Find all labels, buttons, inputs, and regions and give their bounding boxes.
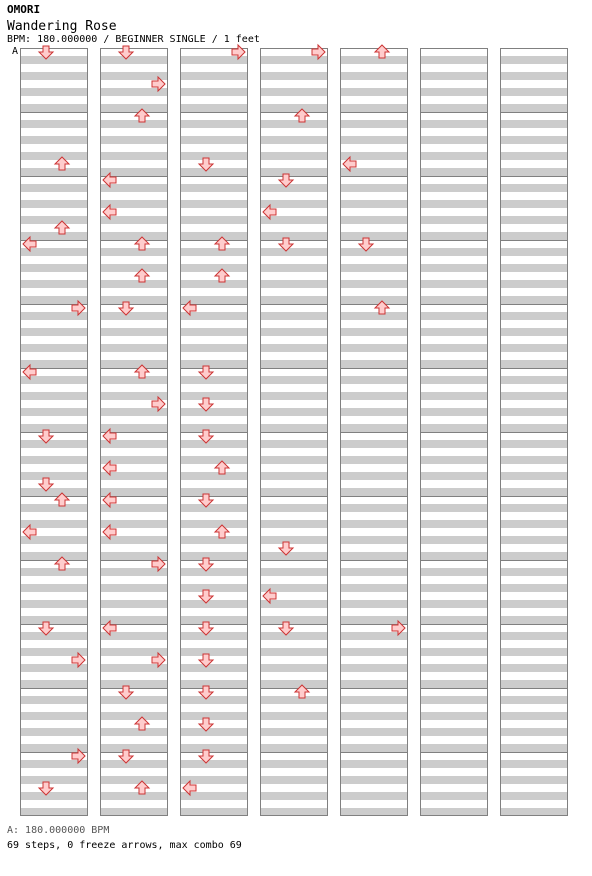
- stripe: [180, 408, 248, 416]
- stripe: [500, 72, 568, 80]
- stripe: [100, 296, 168, 304]
- stripe: [500, 488, 568, 496]
- stripe: [180, 568, 248, 576]
- stripe: [340, 312, 408, 320]
- stripe: [100, 104, 168, 112]
- stripe: [420, 696, 488, 704]
- chart-column: [420, 48, 488, 816]
- stripe: [340, 296, 408, 304]
- stripe: [500, 616, 568, 624]
- stripe: [340, 488, 408, 496]
- stripe: [180, 728, 248, 736]
- stripe: [340, 520, 408, 528]
- stripe: [260, 280, 328, 288]
- stripe: [420, 264, 488, 272]
- stripe: [20, 632, 88, 640]
- stripe: [420, 760, 488, 768]
- stripe: [420, 552, 488, 560]
- stripe: [340, 392, 408, 400]
- stripe: [500, 744, 568, 752]
- stripe: [100, 312, 168, 320]
- stripe: [260, 776, 328, 784]
- stripe: [260, 712, 328, 720]
- stripe: [500, 168, 568, 176]
- stripe: [500, 248, 568, 256]
- stripe: [420, 136, 488, 144]
- stripe: [20, 552, 88, 560]
- stripe: [260, 392, 328, 400]
- stripe: [500, 712, 568, 720]
- stripe: [20, 104, 88, 112]
- stripe: [420, 248, 488, 256]
- stripe: [420, 360, 488, 368]
- stripe: [260, 88, 328, 96]
- stripe: [20, 808, 88, 816]
- stripe: [100, 264, 168, 272]
- stripe: [500, 408, 568, 416]
- chart-column: [260, 48, 328, 816]
- stripe: [100, 120, 168, 128]
- stripe: [260, 808, 328, 816]
- stripe: [260, 648, 328, 656]
- stripe: [180, 232, 248, 240]
- stripe: [420, 568, 488, 576]
- stripe: [260, 376, 328, 384]
- stripe: [500, 728, 568, 736]
- stripe: [420, 104, 488, 112]
- stripe: [340, 456, 408, 464]
- stripe: [340, 664, 408, 672]
- stripe: [260, 120, 328, 128]
- chart-column: [500, 48, 568, 816]
- stripe: [340, 472, 408, 480]
- stripe: [180, 536, 248, 544]
- stripe: [180, 152, 248, 160]
- stripe: [180, 552, 248, 560]
- stripe: [340, 680, 408, 688]
- artist-name: OMORI: [7, 3, 41, 16]
- stripe: [420, 648, 488, 656]
- stripe: [420, 712, 488, 720]
- stripe: [420, 456, 488, 464]
- stripe: [100, 376, 168, 384]
- stripe: [500, 424, 568, 432]
- stripe: [180, 200, 248, 208]
- stripe: [20, 712, 88, 720]
- stripe: [340, 248, 408, 256]
- stripe: [100, 136, 168, 144]
- stripe: [180, 136, 248, 144]
- stripe: [500, 56, 568, 64]
- stripe: [340, 776, 408, 784]
- stripe: [100, 56, 168, 64]
- stripe: [500, 232, 568, 240]
- stripe: [260, 328, 328, 336]
- stripe: [260, 536, 328, 544]
- stripe: [420, 408, 488, 416]
- stripe: [500, 456, 568, 464]
- stripe: [100, 792, 168, 800]
- stripe: [180, 264, 248, 272]
- stripe: [500, 88, 568, 96]
- stripe: [180, 584, 248, 592]
- stripe: [100, 712, 168, 720]
- stripe: [340, 200, 408, 208]
- stripe: [500, 664, 568, 672]
- stripe: [420, 184, 488, 192]
- stripe: [500, 632, 568, 640]
- stripe: [340, 712, 408, 720]
- chart-column: [180, 48, 248, 816]
- stripe: [180, 488, 248, 496]
- stripe: [180, 712, 248, 720]
- stripe: [500, 504, 568, 512]
- stripe: [260, 728, 328, 736]
- stripe: [420, 808, 488, 816]
- stripe: [500, 360, 568, 368]
- stripe: [420, 520, 488, 528]
- stripe: [340, 136, 408, 144]
- stripe: [20, 72, 88, 80]
- stripe: [420, 728, 488, 736]
- stripe: [180, 248, 248, 256]
- stripe: [100, 360, 168, 368]
- stripe: [100, 808, 168, 816]
- stripe: [20, 88, 88, 96]
- stripe: [20, 120, 88, 128]
- stripe: [100, 600, 168, 608]
- stripe: [420, 376, 488, 384]
- stripe: [100, 344, 168, 352]
- stripe: [340, 440, 408, 448]
- stripe: [340, 760, 408, 768]
- stripe: [180, 808, 248, 816]
- stripe: [260, 488, 328, 496]
- stripe: [180, 696, 248, 704]
- stripe: [500, 152, 568, 160]
- stripe: [260, 504, 328, 512]
- stripe: [100, 760, 168, 768]
- stripe: [180, 216, 248, 224]
- stripe: [420, 504, 488, 512]
- stripe: [340, 344, 408, 352]
- stripe: [420, 792, 488, 800]
- stripe: [100, 280, 168, 288]
- stripe: [420, 280, 488, 288]
- stripe: [20, 136, 88, 144]
- stripe: [180, 472, 248, 480]
- stripe: [420, 776, 488, 784]
- stripe: [420, 584, 488, 592]
- chart-meta: BPM: 180.000000 / BEGINNER SINGLE / 1 feet: [7, 34, 260, 45]
- stripe: [260, 232, 328, 240]
- stripe: [340, 120, 408, 128]
- stripe: [340, 280, 408, 288]
- stripe: [20, 168, 88, 176]
- stripe: [420, 536, 488, 544]
- stripe: [180, 744, 248, 752]
- stripe: [20, 616, 88, 624]
- stripe: [180, 520, 248, 528]
- stripe: [340, 584, 408, 592]
- stripe: [20, 472, 88, 480]
- stripe: [180, 392, 248, 400]
- stripe: [420, 216, 488, 224]
- stripe: [20, 200, 88, 208]
- bpm-footer: A: 180.000000 BPM: [7, 825, 110, 836]
- stripe: [180, 360, 248, 368]
- stripe: [180, 184, 248, 192]
- stripe: [180, 88, 248, 96]
- stripe: [260, 664, 328, 672]
- stripe: [260, 360, 328, 368]
- stripe: [20, 184, 88, 192]
- stripe: [20, 56, 88, 64]
- stripe: [260, 632, 328, 640]
- stripe: [20, 600, 88, 608]
- stripe: [260, 344, 328, 352]
- stripe: [100, 584, 168, 592]
- stripe: [260, 408, 328, 416]
- stripe: [20, 568, 88, 576]
- stripe: [20, 488, 88, 496]
- stripe: [100, 152, 168, 160]
- stripe: [20, 696, 88, 704]
- stripe: [180, 104, 248, 112]
- stripe: [260, 616, 328, 624]
- stripe: [100, 248, 168, 256]
- stripe: [260, 680, 328, 688]
- stripe: [500, 280, 568, 288]
- stripe: [500, 136, 568, 144]
- stripe: [500, 200, 568, 208]
- stripe: [500, 568, 568, 576]
- stripe: [100, 728, 168, 736]
- stripe: [20, 328, 88, 336]
- stripe: [20, 424, 88, 432]
- stripe: [500, 808, 568, 816]
- stripe: [180, 120, 248, 128]
- stripe: [260, 520, 328, 528]
- stripe: [180, 168, 248, 176]
- stripe: [500, 120, 568, 128]
- stripe: [20, 152, 88, 160]
- stripe: [20, 216, 88, 224]
- stripe: [500, 376, 568, 384]
- stripe: [420, 200, 488, 208]
- chart-column: [20, 48, 88, 816]
- stripe: [180, 760, 248, 768]
- stripe: [100, 744, 168, 752]
- stripe: [20, 440, 88, 448]
- stripe: [420, 120, 488, 128]
- stripe: [260, 152, 328, 160]
- stripe: [420, 168, 488, 176]
- stripe: [500, 696, 568, 704]
- stripe: [420, 664, 488, 672]
- stripe: [100, 328, 168, 336]
- bpm-marker-label: A: [12, 46, 19, 57]
- stripe: [500, 552, 568, 560]
- stripe: [260, 296, 328, 304]
- stripe: [180, 632, 248, 640]
- stripe: [500, 264, 568, 272]
- stripe: [340, 744, 408, 752]
- stripe: [340, 408, 408, 416]
- stripe: [260, 456, 328, 464]
- stripe: [420, 632, 488, 640]
- stripe: [420, 56, 488, 64]
- stripe: [260, 440, 328, 448]
- stripe: [340, 536, 408, 544]
- stripe: [500, 648, 568, 656]
- stripe: [420, 88, 488, 96]
- stripe: [340, 104, 408, 112]
- stripe: [420, 424, 488, 432]
- stripe: [420, 152, 488, 160]
- stripe: [260, 248, 328, 256]
- stripe: [180, 664, 248, 672]
- stripe: [20, 504, 88, 512]
- stripe: [20, 680, 88, 688]
- stripe: [340, 88, 408, 96]
- stripe: [340, 568, 408, 576]
- stripe: [420, 680, 488, 688]
- stripe: [340, 552, 408, 560]
- stripe: [420, 344, 488, 352]
- stripe: [420, 392, 488, 400]
- stripe: [420, 472, 488, 480]
- stripe: [180, 504, 248, 512]
- stripe: [500, 472, 568, 480]
- stripe: [340, 184, 408, 192]
- stripe: [100, 696, 168, 704]
- stripe: [340, 696, 408, 704]
- stripe: [500, 328, 568, 336]
- stripe: [420, 440, 488, 448]
- stripe: [20, 456, 88, 464]
- stripe: [180, 440, 248, 448]
- stripe: [340, 376, 408, 384]
- stripe: [500, 440, 568, 448]
- stripe: [500, 296, 568, 304]
- stripe: [260, 744, 328, 752]
- stripe: [20, 264, 88, 272]
- stripe: [500, 584, 568, 592]
- stripe: [180, 376, 248, 384]
- stripe: [500, 600, 568, 608]
- stripe: [420, 488, 488, 496]
- stripe: [340, 728, 408, 736]
- stripe: [500, 520, 568, 528]
- stripe: [500, 216, 568, 224]
- stripe: [500, 680, 568, 688]
- stripe: [180, 600, 248, 608]
- stripe: [500, 344, 568, 352]
- song-title: Wandering Rose: [7, 19, 117, 34]
- stripe: [180, 424, 248, 432]
- stripe: [340, 504, 408, 512]
- stripe: [500, 312, 568, 320]
- stripe: [340, 328, 408, 336]
- stripe: [20, 792, 88, 800]
- stripe: [420, 72, 488, 80]
- stripe: [20, 280, 88, 288]
- stripe: [340, 72, 408, 80]
- stripe: [420, 296, 488, 304]
- stripe: [420, 600, 488, 608]
- stripe: [500, 536, 568, 544]
- stripe: [420, 744, 488, 752]
- stripe: [260, 472, 328, 480]
- stripe: [20, 392, 88, 400]
- stripe: [260, 568, 328, 576]
- stripe: [340, 216, 408, 224]
- stripe: [500, 760, 568, 768]
- stripe: [20, 344, 88, 352]
- stripe: [260, 136, 328, 144]
- stripe: [180, 280, 248, 288]
- stripe: [20, 776, 88, 784]
- stripe: [20, 408, 88, 416]
- stripe: [340, 56, 408, 64]
- stripe: [180, 328, 248, 336]
- stripe: [340, 360, 408, 368]
- stripe: [500, 184, 568, 192]
- stripe: [180, 344, 248, 352]
- stripe: [100, 232, 168, 240]
- stripe: [420, 232, 488, 240]
- stripe: [260, 312, 328, 320]
- stripe: [500, 104, 568, 112]
- stripe: [180, 616, 248, 624]
- stripe: [20, 728, 88, 736]
- stripe: [500, 792, 568, 800]
- stripe: [100, 776, 168, 784]
- stripe: [260, 168, 328, 176]
- stripe: [340, 600, 408, 608]
- stripe: [340, 424, 408, 432]
- stripe: [340, 232, 408, 240]
- stripe: [340, 792, 408, 800]
- stripe: [340, 264, 408, 272]
- stripe: [260, 72, 328, 80]
- stripe: [20, 584, 88, 592]
- stripe: [100, 680, 168, 688]
- stripe: [180, 680, 248, 688]
- stripe: [260, 104, 328, 112]
- stripe: [340, 648, 408, 656]
- stripe: [500, 776, 568, 784]
- stripe: [420, 616, 488, 624]
- stripe: [340, 808, 408, 816]
- stripe: [260, 424, 328, 432]
- stripe: [260, 264, 328, 272]
- stripe: [180, 72, 248, 80]
- stripe: [180, 456, 248, 464]
- chart-stats: 69 steps, 0 freeze arrows, max combo 69: [7, 840, 242, 851]
- stripe: [260, 552, 328, 560]
- stripe: [180, 648, 248, 656]
- stripe: [260, 696, 328, 704]
- stripe: [260, 184, 328, 192]
- stripe: [500, 392, 568, 400]
- stripe: [260, 760, 328, 768]
- stripe: [420, 328, 488, 336]
- stripe: [420, 312, 488, 320]
- stripe: [260, 792, 328, 800]
